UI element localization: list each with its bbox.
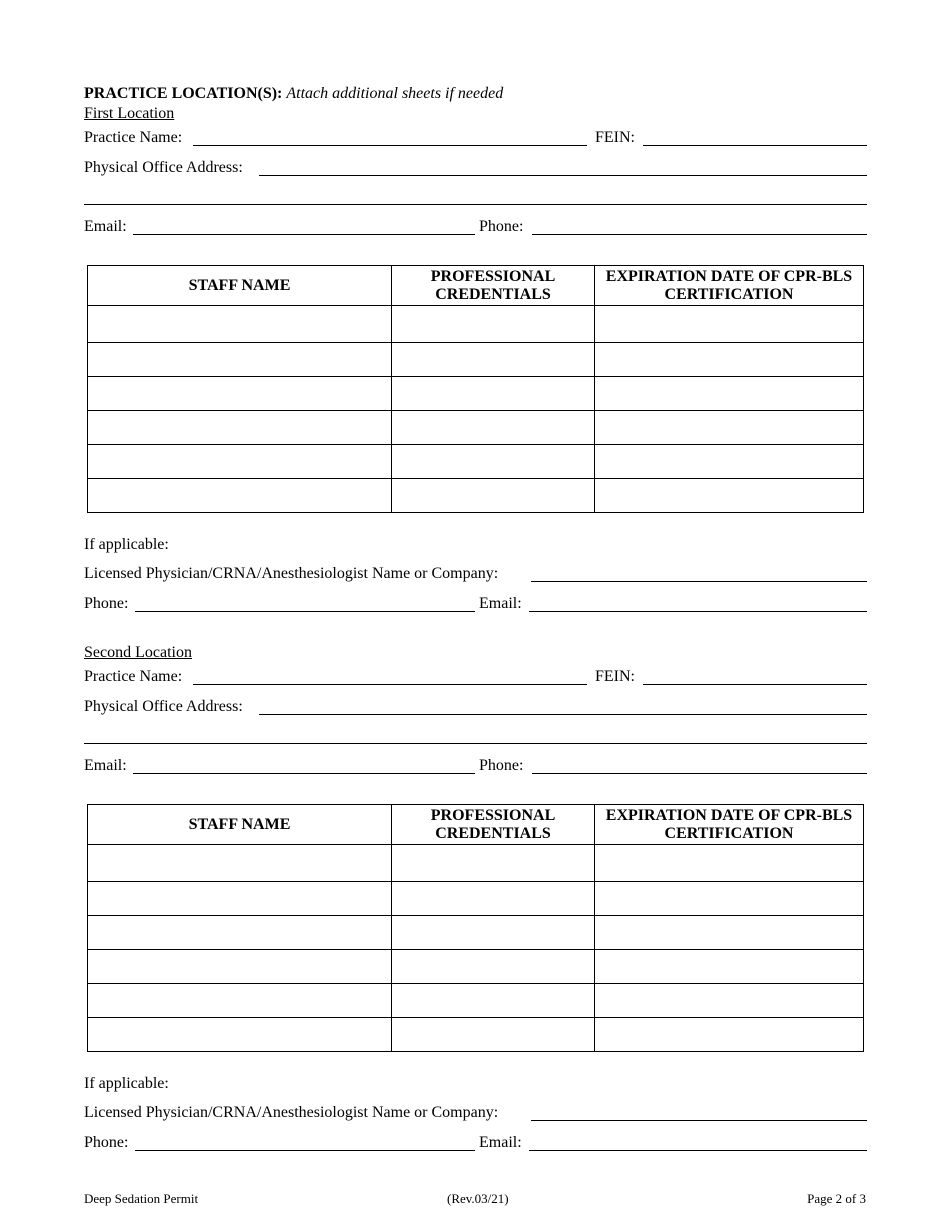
staff-name-header: STAFF NAME <box>88 805 392 845</box>
email-label: Email: <box>84 757 127 774</box>
fein-label: FEIN: <box>595 129 635 146</box>
staff-table-header-row <box>88 805 864 845</box>
professional-credentials-header: PROFESSIONAL CREDENTIALS <box>392 805 595 845</box>
phone-label: Phone: <box>479 757 524 774</box>
expiration-cell[interactable] <box>595 377 864 411</box>
professional-credentials-header: PROFESSIONAL CREDENTIALS <box>392 266 595 306</box>
email-label: Email: <box>84 218 127 235</box>
staff-name-cell[interactable] <box>88 306 392 343</box>
phone-label: Phone: <box>479 218 524 235</box>
credentials-cell[interactable] <box>392 882 595 916</box>
provider-email-label: Email: <box>479 595 522 612</box>
practice-name-label: Practice Name: <box>84 668 183 685</box>
cpr-expiration-header: EXPIRATION DATE OF CPR-BLS CERTIFICATION <box>595 805 864 845</box>
table-row <box>88 916 864 950</box>
credentials-cell[interactable] <box>392 445 595 479</box>
staff-name-cell[interactable] <box>88 916 392 950</box>
table-row <box>88 445 864 479</box>
table-row <box>88 882 864 916</box>
expiration-cell[interactable] <box>595 479 864 513</box>
practice-name-field[interactable] <box>193 145 587 146</box>
phone-field[interactable] <box>532 773 867 774</box>
licensed-provider-label: Licensed Physician/CRNA/Anesthesiologist Name or Company: <box>84 1104 499 1121</box>
staff-name-header: STAFF NAME <box>88 266 392 306</box>
expiration-cell[interactable] <box>595 445 864 479</box>
section-title <box>84 85 503 103</box>
provider-phone-field[interactable] <box>135 611 475 612</box>
if-applicable-label: If applicable: <box>84 536 169 553</box>
footer-page-number: Page 2 of 3 <box>807 1191 866 1206</box>
physical-address-field[interactable] <box>259 175 867 176</box>
credentials-cell[interactable] <box>392 950 595 984</box>
staff-name-cell[interactable] <box>88 411 392 445</box>
second-location-heading: Second Location <box>84 644 192 661</box>
expiration-cell[interactable] <box>595 916 864 950</box>
staff-name-cell[interactable] <box>88 377 392 411</box>
table-row <box>88 984 864 1018</box>
credentials-cell[interactable] <box>392 479 595 513</box>
practice-locations-title: PRACTICE LOCATION(S): <box>84 85 283 102</box>
licensed-provider-field[interactable] <box>531 581 867 582</box>
staff-name-cell[interactable] <box>88 882 392 916</box>
physical-address-field[interactable] <box>259 714 867 715</box>
expiration-cell[interactable] <box>595 411 864 445</box>
staff-table-first-location <box>87 265 864 513</box>
if-applicable-label: If applicable: <box>84 1075 169 1092</box>
physical-address-label: Physical Office Address: <box>84 159 243 176</box>
first-location-heading: First Location <box>84 105 175 122</box>
staff-name-cell[interactable] <box>88 845 392 882</box>
expiration-cell[interactable] <box>595 882 864 916</box>
credentials-cell[interactable] <box>392 984 595 1018</box>
credentials-cell[interactable] <box>392 845 595 882</box>
table-row <box>88 845 864 882</box>
credentials-cell[interactable] <box>392 411 595 445</box>
physical-address-label: Physical Office Address: <box>84 698 243 715</box>
provider-phone-label: Phone: <box>84 1134 129 1151</box>
licensed-provider-label: Licensed Physician/CRNA/Anesthesiologist Name or Company: <box>84 565 499 582</box>
phone-field[interactable] <box>532 234 867 235</box>
credentials-cell[interactable] <box>392 377 595 411</box>
footer-revision: (Rev.03/21) <box>447 1191 509 1206</box>
practice-name-label: Practice Name: <box>84 129 183 146</box>
staff-name-cell[interactable] <box>88 445 392 479</box>
licensed-provider-field[interactable] <box>531 1120 867 1121</box>
email-field[interactable] <box>133 234 475 235</box>
expiration-cell[interactable] <box>595 984 864 1018</box>
expiration-cell[interactable] <box>595 1018 864 1052</box>
staff-name-cell[interactable] <box>88 479 392 513</box>
provider-phone-label: Phone: <box>84 595 129 612</box>
fein-field[interactable] <box>643 684 867 685</box>
staff-name-cell[interactable] <box>88 343 392 377</box>
table-row <box>88 377 864 411</box>
provider-email-field[interactable] <box>529 1150 867 1151</box>
staff-name-cell[interactable] <box>88 1018 392 1052</box>
table-row <box>88 479 864 513</box>
expiration-cell[interactable] <box>595 343 864 377</box>
table-row <box>88 950 864 984</box>
cpr-expiration-header: EXPIRATION DATE OF CPR-BLS CERTIFICATION <box>595 266 864 306</box>
expiration-cell[interactable] <box>595 306 864 343</box>
fein-field[interactable] <box>643 145 867 146</box>
credentials-cell[interactable] <box>392 343 595 377</box>
table-row <box>88 1018 864 1052</box>
provider-phone-field[interactable] <box>135 1150 475 1151</box>
physical-address-field-line2[interactable] <box>84 743 867 744</box>
provider-email-field[interactable] <box>529 611 867 612</box>
footer-form-name: Deep Sedation Permit <box>84 1191 199 1206</box>
credentials-cell[interactable] <box>392 1018 595 1052</box>
staff-table-header-row <box>88 266 864 306</box>
physical-address-field-line2[interactable] <box>84 204 867 205</box>
attach-sheets-note: Attach additional sheets if needed <box>286 85 504 102</box>
staff-name-cell[interactable] <box>88 984 392 1018</box>
table-row <box>88 306 864 343</box>
credentials-cell[interactable] <box>392 916 595 950</box>
staff-table-second-location <box>87 804 864 1052</box>
email-field[interactable] <box>133 773 475 774</box>
table-row <box>88 411 864 445</box>
expiration-cell[interactable] <box>595 845 864 882</box>
table-row <box>88 343 864 377</box>
expiration-cell[interactable] <box>595 950 864 984</box>
credentials-cell[interactable] <box>392 306 595 343</box>
fein-label: FEIN: <box>595 668 635 685</box>
practice-name-field[interactable] <box>193 684 587 685</box>
staff-name-cell[interactable] <box>88 950 392 984</box>
provider-email-label: Email: <box>479 1134 522 1151</box>
